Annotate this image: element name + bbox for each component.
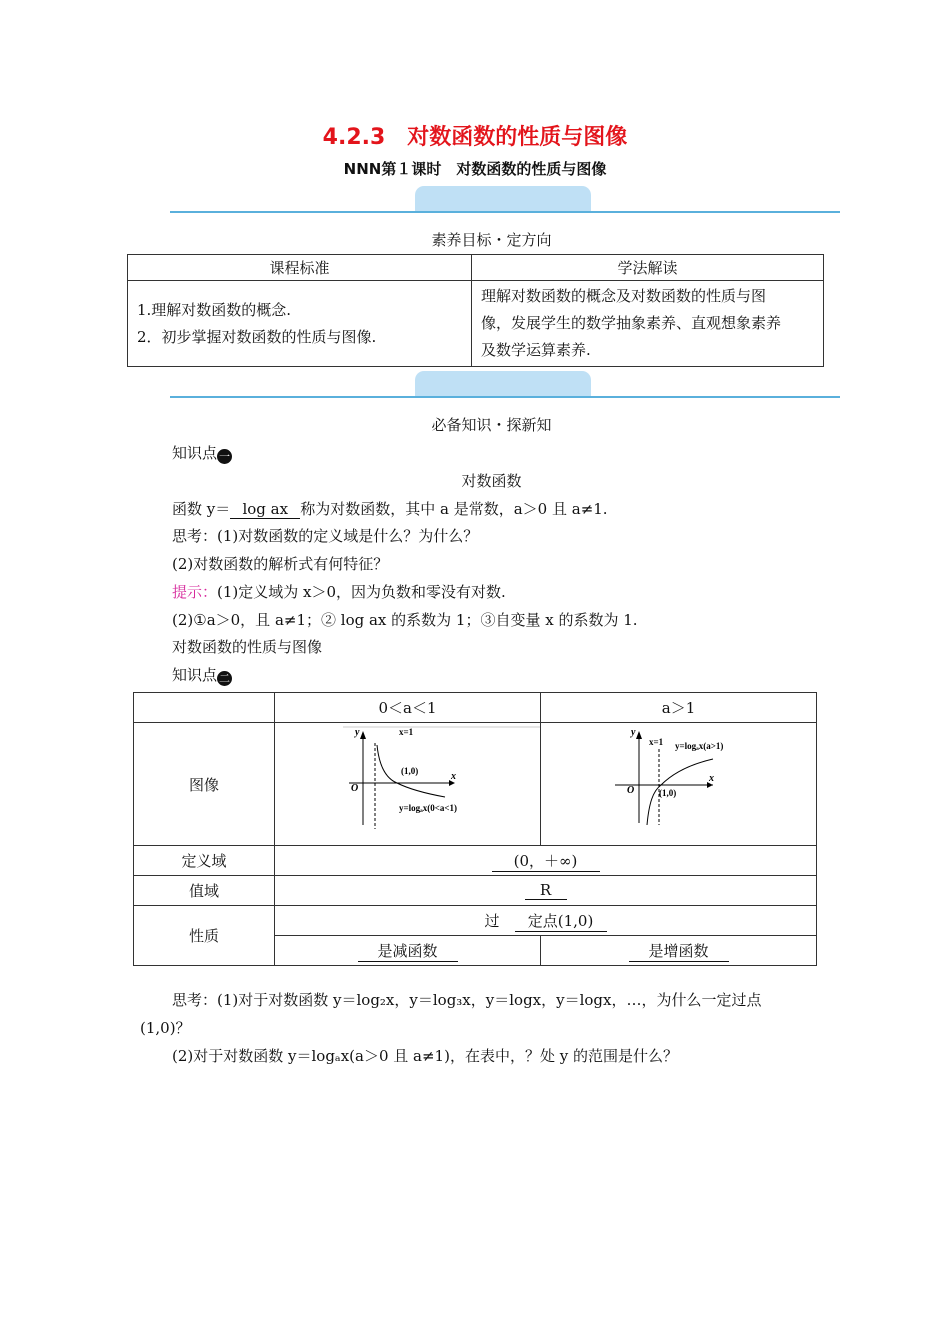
header-0-lt-a-lt-1: 0＜a＜1: [275, 693, 541, 723]
think-question-2: (2)对数函数的解析式有何特征？: [172, 555, 389, 573]
x-label: x: [451, 771, 456, 782]
log-graph-decreasing: [275, 723, 540, 841]
log-curve: [647, 759, 713, 825]
log-graph-increasing: [541, 723, 816, 841]
definition-blank: log ax: [230, 500, 300, 519]
number-badge-icon: 二: [219, 672, 231, 685]
section-band-line: [170, 396, 840, 398]
increasing-cell: [541, 936, 817, 966]
hint-line-1: [172, 581, 506, 602]
decreasing-value: 是减函数: [358, 940, 458, 962]
knowledge-point-2: [172, 664, 232, 686]
x-label: x: [709, 773, 714, 784]
kp1-title: 对数函数: [461, 472, 522, 490]
y-axis-arrow-icon: [360, 731, 366, 739]
increasing-value: 是增函数: [629, 940, 729, 962]
row-label-graph: 图像: [134, 723, 275, 846]
range-value: R: [525, 881, 567, 900]
properties-title: 对数函数的性质与图像: [172, 638, 323, 656]
goals-col2-header: 学法解读: [472, 255, 824, 281]
goals-col1-body: [128, 281, 472, 367]
lesson-subtitle: NNN第１课时 对数函数的性质与图像: [343, 160, 607, 178]
section-heading-goals: 素养目标・定方向: [431, 231, 552, 249]
hint-text: (1)定义域为 x＞0，因为负数和零没有对数.: [217, 583, 506, 601]
think-question-final-1-cont: (1,0)？: [140, 1019, 191, 1037]
kp-label: 知识点: [172, 444, 218, 462]
method-line: 及数学运算素养.: [481, 341, 591, 359]
empty-header-cell: [134, 693, 275, 723]
decreasing-cell: [275, 936, 541, 966]
hint-label: 提示：: [172, 583, 218, 601]
definition-suffix: 称为对数函数，其中 a 是常数，a＞0 且 a≠1.: [300, 500, 608, 518]
hint-line-2: (2)①a＞0，且 a≠1；② log ax 的系数为 1；③自变量 x 的系数为 1.: [172, 611, 638, 629]
method-line: 像，发展学生的数学抽象素养、直观想象素养: [481, 314, 782, 332]
section-heading-knowledge: 必备知识・探新知: [431, 416, 552, 434]
think-question-final-1: 思考：(1)对于对数函数 y＝log₂x，y＝log₃x，y＝logx，y＝logx，…，为什么一定过点: [172, 991, 762, 1009]
definition-line: [172, 498, 608, 519]
number-badge-icon: 一: [219, 450, 231, 463]
passes-prefix: 过: [484, 911, 500, 930]
curve-label: y=logₐx(0<a<1): [399, 803, 458, 813]
row-label-property: 性质: [134, 906, 275, 966]
graph-cell-decreasing: [275, 723, 541, 846]
origin-label: O: [627, 785, 635, 796]
row-label-domain: 定义域: [134, 846, 275, 876]
domain-value-cell: [275, 846, 817, 876]
goals-col2-body: [472, 281, 824, 367]
passes-point-cell: [275, 906, 817, 936]
y-axis-arrow-icon: [636, 731, 642, 739]
range-value-cell: [275, 876, 817, 906]
knowledge-point-1: [172, 442, 232, 464]
properties-table: [133, 692, 817, 966]
definition-prefix: 函数 y＝: [172, 500, 231, 518]
section-band-tab: [415, 371, 591, 397]
point-label: (1,0): [659, 788, 677, 798]
origin-label: O: [351, 783, 359, 794]
section-band-line: [170, 211, 840, 213]
domain-value: (0，＋∞): [492, 850, 600, 872]
header-a-gt-1: a＞1: [541, 693, 817, 723]
goals-table: [127, 254, 824, 367]
y-label: y: [631, 727, 636, 738]
think-question-final-2: (2)对于对数函数 y＝logₐx(a＞0 且 a≠1)，在表中，？处 y 的范围是什么？: [172, 1047, 678, 1065]
goal-line: 2．初步掌握对数函数的性质与图像.: [137, 327, 377, 346]
section-band-tab: [415, 186, 591, 212]
page-title: 4.2.3 对数函数的性质与图像: [322, 125, 628, 150]
think-question-1: 思考：(1)对数函数的定义域是什么？为什么？: [172, 527, 479, 545]
asymptote-label: x=1: [649, 737, 664, 747]
row-label-range: 值域: [134, 876, 275, 906]
y-label: y: [355, 727, 360, 738]
curve-label: y=logₐx(a>1): [675, 741, 724, 751]
passes-value: 定点(1,0): [515, 910, 607, 932]
goals-col1-header: 课程标准: [128, 255, 472, 281]
kp-label: 知识点: [172, 666, 218, 684]
goal-line: 1.理解对数函数的概念.: [137, 300, 292, 319]
asymptote-label: x=1: [399, 727, 414, 737]
point-label: (1,0): [401, 766, 419, 776]
graph-cell-increasing: [541, 723, 817, 846]
method-line: 理解对数函数的概念及对数函数的性质与图: [481, 287, 767, 305]
